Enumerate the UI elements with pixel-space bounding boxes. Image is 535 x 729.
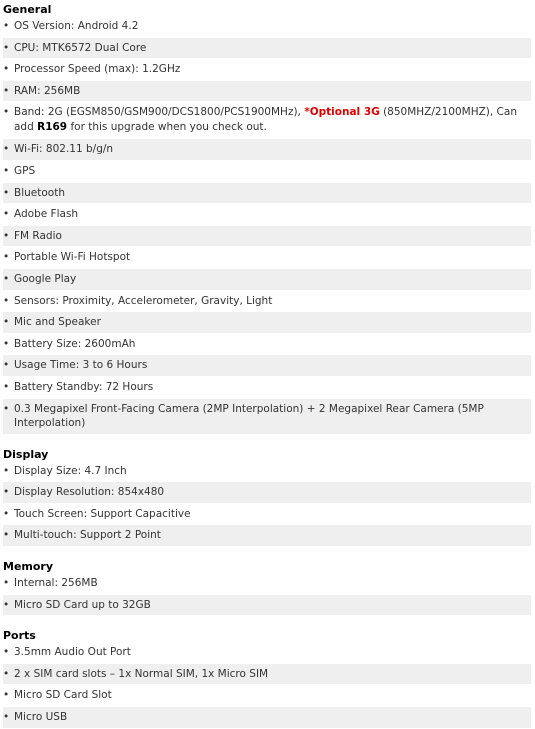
spec-item-text: Usage Time: 3 to 6 Hours [14, 359, 148, 372]
spec-item [3, 377, 531, 399]
section-title-display: Display [3, 447, 49, 461]
bullet-icon: • [3, 229, 10, 242]
spec-item [3, 183, 531, 205]
spec-item [3, 226, 531, 248]
bullet-icon: • [3, 464, 10, 477]
bullet-icon: • [3, 272, 10, 285]
spec-item-text: Internal: 256MB [14, 577, 98, 590]
spec-item [3, 573, 531, 595]
section-spacer [3, 616, 531, 629]
spec-item-text: Adobe Flash [14, 208, 79, 221]
spec-item [3, 504, 531, 526]
bullet-icon: • [3, 598, 10, 611]
spec-item-text: Display Size: 4.7 Inch [14, 464, 127, 477]
spec-item [3, 247, 531, 269]
spec-item-text: Processor Speed (max): 1.2GHz [14, 63, 181, 76]
spec-item [3, 642, 531, 664]
spec-item [3, 525, 531, 547]
bullet-icon: • [3, 316, 10, 329]
spec-item-text: Wi-Fi: 802.11 b/g/n [14, 143, 114, 156]
spec-item [3, 102, 531, 139]
spec-item-text: Mic and Speaker [14, 316, 101, 329]
spec-item [3, 482, 531, 504]
bullet-icon: • [3, 667, 10, 680]
section-ports [3, 629, 531, 728]
spec-list-ports [3, 642, 531, 728]
section-spacer [3, 435, 531, 448]
spec-item [3, 595, 531, 617]
section-title-general: General [3, 3, 52, 16]
spec-item-text: Portable Wi-Fi Hotspot [14, 251, 131, 264]
bullet-icon: • [3, 380, 10, 393]
bullet-icon: • [3, 529, 10, 542]
spec-item [3, 161, 531, 183]
upgrade-price: R169 [37, 121, 68, 134]
spec-item [3, 355, 531, 377]
bullet-icon: • [3, 84, 10, 97]
bullet-icon: • [3, 186, 10, 199]
spec-item-text: 3.5mm Audio Out Port [14, 646, 131, 659]
spec-item [3, 59, 531, 81]
spec-list-display [3, 461, 531, 547]
spec-item-text: Touch Screen: Support Capacitive [14, 507, 191, 520]
spec-item-text: Google Play [14, 272, 77, 285]
bullet-icon: • [3, 106, 10, 119]
band-text: Band: 2G (EGSM850/GSM900/DCS1800/PCS1900MHz), [14, 106, 305, 119]
bullet-icon: • [3, 402, 10, 415]
spec-item [3, 461, 531, 483]
bullet-icon: • [3, 359, 10, 372]
spec-item-text: GPS [14, 164, 36, 177]
bullet-icon: • [3, 577, 10, 590]
section-general [3, 3, 531, 435]
bullet-icon: • [3, 689, 10, 702]
spec-item-text: Bluetooth [14, 186, 65, 199]
spec-item-text: OS Version: Android 4.2 [14, 20, 139, 32]
bullet-icon: • [3, 646, 10, 659]
spec-item [3, 38, 531, 60]
spec-item-text: Multi-touch: Support 2 Point [14, 529, 161, 542]
spec-item-text: CPU: MTK6572 Dual Core [14, 41, 147, 54]
bullet-icon: • [3, 20, 10, 32]
bullet-icon: • [3, 143, 10, 156]
spec-item [3, 334, 531, 356]
section-memory [3, 560, 531, 616]
section-display [3, 448, 531, 547]
bullet-icon: • [3, 507, 10, 520]
bullet-icon: • [3, 711, 10, 724]
spec-list-general [3, 16, 531, 435]
spec-item [3, 269, 531, 291]
spec-item-text: FM Radio [14, 229, 62, 242]
spec-item-text: Display Resolution: 854x480 [14, 486, 165, 499]
section-spacer [3, 547, 531, 560]
spec-item [3, 312, 531, 334]
spec-list-memory [3, 573, 531, 616]
spec-item-text: Micro SD Card Slot [14, 689, 112, 702]
bullet-icon: • [3, 294, 10, 307]
band-text: (850MHZ/2100MHZ), Can add [14, 106, 517, 134]
spec-item [3, 139, 531, 161]
spec-item-text: Sensors: Proximity, Accelerometer, Gravity, Light [14, 294, 273, 307]
spec-item-text: Battery Size: 2600mAh [14, 337, 136, 350]
spec-item [3, 707, 531, 729]
bullet-icon: • [3, 337, 10, 350]
optional-3g-label: *Optional 3G [304, 106, 380, 119]
spec-item-text: Micro USB [14, 711, 68, 724]
spec-item-text: Micro SD Card up to 32GB [14, 598, 151, 611]
bullet-icon: • [3, 251, 10, 264]
spec-item [3, 685, 531, 707]
spec-item-text: RAM: 256MB [14, 84, 81, 97]
bullet-icon: • [3, 63, 10, 76]
spec-item-text: Battery Standby: 72 Hours [14, 380, 154, 393]
spec-item [3, 399, 531, 435]
band-text: for this upgrade when you check out. [67, 121, 267, 134]
section-title-ports: Ports [3, 629, 36, 643]
spec-item [3, 204, 531, 226]
section-title-memory: Memory [3, 560, 54, 574]
spec-item-text: 0.3 Megapixel Front-Facing Camera (2MP Interpolation) + 2 Megapixel Rear Camera (5MP Interpolation) [14, 402, 484, 430]
bullet-icon: • [3, 208, 10, 221]
spec-item [3, 291, 531, 313]
bullet-icon: • [3, 41, 10, 54]
spec-item [3, 664, 531, 686]
bullet-icon: • [3, 164, 10, 177]
spec-item-text: 2 x SIM card slots – 1x Normal SIM, 1x Micro SIM [14, 667, 269, 680]
spec-item [3, 16, 531, 38]
spec-item [3, 81, 531, 103]
bullet-icon: • [3, 486, 10, 499]
